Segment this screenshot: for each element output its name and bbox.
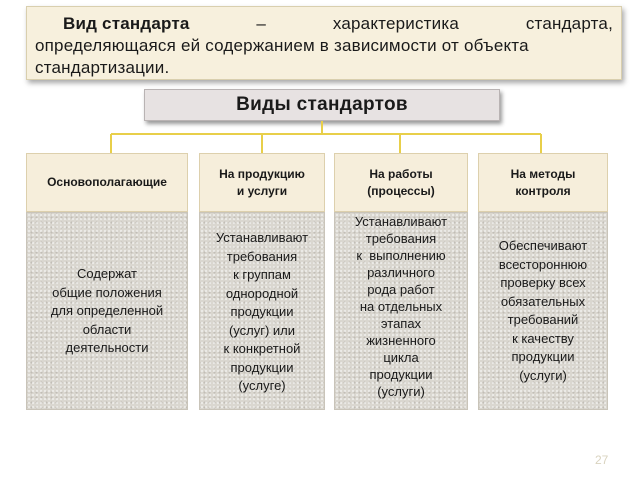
body-line: к выполнению bbox=[356, 248, 446, 263]
column-header-fundamental bbox=[26, 153, 188, 212]
body-line: (услуги) bbox=[377, 384, 425, 399]
column-header-control bbox=[478, 153, 608, 212]
body-line: деятельности bbox=[65, 340, 149, 355]
body-line: продукции bbox=[230, 359, 294, 375]
body-line: продукции bbox=[511, 349, 575, 364]
body-line: (услуге) bbox=[238, 378, 286, 393]
body-line: Устанавливают bbox=[354, 214, 448, 229]
column-body-products bbox=[199, 212, 325, 410]
body-line: Содержат bbox=[77, 266, 137, 281]
body-line: области bbox=[82, 321, 132, 337]
body-line: различного bbox=[367, 265, 435, 280]
body-line: требования bbox=[365, 231, 437, 246]
column-header-products bbox=[199, 153, 325, 212]
body-line: к группам bbox=[233, 267, 291, 282]
column-title: На работы (процессы) bbox=[367, 166, 435, 198]
body-line: к качеству bbox=[512, 330, 574, 346]
body-line: Обеспечивают bbox=[498, 238, 588, 253]
body-line: жизненного bbox=[366, 333, 436, 348]
page-number: 27 bbox=[595, 453, 609, 467]
body-line: к конкретной bbox=[223, 341, 301, 356]
body-line: всестороннюю bbox=[498, 256, 588, 272]
body-line: Устанавливают bbox=[215, 230, 309, 245]
body-line: на отдельных bbox=[359, 299, 443, 314]
definition-dash: – bbox=[256, 14, 267, 33]
body-line: однородной bbox=[225, 285, 299, 301]
definition-word: стандарта, bbox=[525, 14, 613, 33]
body-line: (услуги) bbox=[519, 367, 567, 383]
body-line: требований bbox=[507, 312, 579, 327]
body-line: общие положения bbox=[52, 284, 162, 300]
column-title: На методы контроля bbox=[510, 166, 576, 198]
definition-line-3: стандартизации. bbox=[35, 58, 170, 77]
body-line: рода работ bbox=[367, 282, 435, 297]
body-line: этапах bbox=[380, 316, 422, 331]
body-line: (услуг) или bbox=[228, 322, 296, 338]
column-title: Основополагающие bbox=[47, 175, 167, 189]
definition-word: характеристика bbox=[332, 14, 459, 33]
column-title: На продукцию и услуги bbox=[219, 166, 305, 198]
column-body-fundamental bbox=[26, 212, 188, 410]
body-line: для определенной bbox=[50, 303, 164, 318]
body-line: требования bbox=[226, 248, 298, 264]
body-line: продукции bbox=[369, 367, 433, 382]
diagram-heading: Виды стандартов bbox=[144, 89, 500, 121]
definition-line-2: определяющаяся ей содержанием в зависимости от объекта bbox=[35, 36, 529, 55]
column-body-control bbox=[478, 212, 608, 410]
body-line: проверку всех bbox=[500, 275, 586, 290]
body-line: продукции bbox=[230, 304, 294, 319]
column-header-works bbox=[334, 153, 468, 212]
body-line: обязательных bbox=[500, 293, 586, 309]
definition-term: Вид стандарта bbox=[63, 14, 190, 33]
column-body-works bbox=[334, 212, 468, 410]
body-line: цикла bbox=[383, 350, 419, 365]
